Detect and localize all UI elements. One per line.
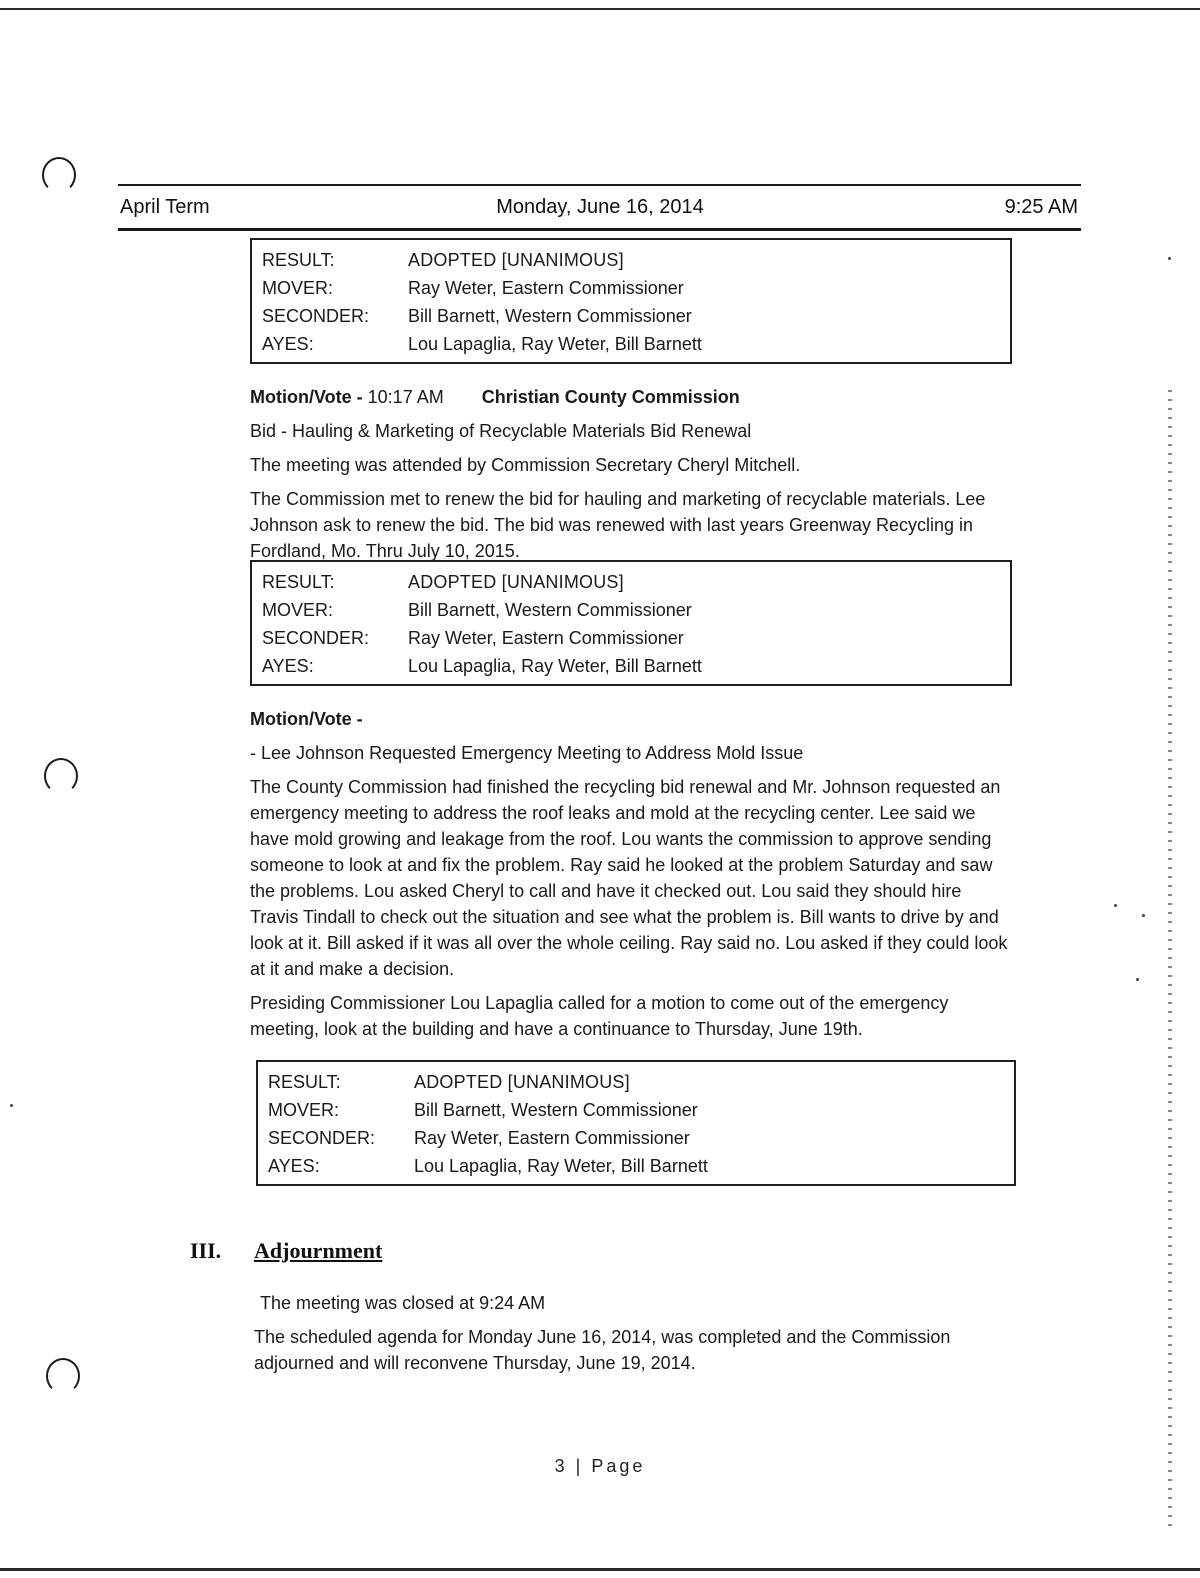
vote-row-mover — [268, 1096, 1004, 1124]
ayes-value: Lou Lapaglia, Ray Weter, Bill Barnett — [408, 333, 702, 354]
ayes-label: AYES: — [268, 1155, 320, 1176]
ayes-value: Lou Lapaglia, Ray Weter, Bill Barnett — [414, 1155, 708, 1176]
header-term: April Term — [120, 196, 210, 218]
motion-label: Motion/Vote - — [250, 387, 363, 407]
ayes-value: Lou Lapaglia, Ray Weter, Bill Barnett — [408, 655, 702, 676]
mover-label: MOVER: — [262, 599, 334, 620]
motion-section-2 — [250, 706, 1010, 1050]
vote-row-ayes — [262, 330, 1000, 358]
vote-row-seconder — [268, 1124, 1004, 1152]
result-value: ADOPTED [UNANIMOUS] — [408, 571, 624, 592]
motion-heading-2: Motion/Vote - — [250, 709, 363, 729]
vote-row-mover — [262, 596, 1000, 624]
ayes-label: AYES: — [262, 333, 314, 354]
seconder-label: SECONDER: — [268, 1127, 376, 1148]
motion-subject: - Lee Johnson Requested Emergency Meeting to Address Mold Issue — [250, 743, 804, 763]
motion-paragraph-2: The County Commission had finished the recycling bid renewal and Mr. Johnson requested an emergency meeting to address the roof leaks and mold at the recycling center. Lee said we have mold growing and leakage from the roof. Lou wants the commission to approve sending someone to look at and fix the problem. Ray said he looked at the problem Saturday and saw the problems. Lou asked Cheryl to call and have it checked out. Lou said they should hire Travis Tindall to check out the situation and see what the problem is. Bill wants to drive by and look at it. Bill asked if it was all over the whole ceiling. Ray said no. Lou asked if they could look at it and make a decision. — [250, 777, 1008, 979]
motion-time: 10:17 AM — [367, 387, 444, 407]
seconder-value: Bill Barnett, Western Commissioner — [408, 305, 692, 326]
bid-line: Bid - Hauling & Marketing of Recyclable Materials Bid Renewal — [250, 421, 752, 441]
presiding-paragraph: Presiding Commissioner Lou Lapaglia called for a motion to come out of the emergency meeting, look at the building and have a continuance to Thursday, June 19th. — [250, 993, 949, 1039]
header-rule-top — [118, 184, 1081, 186]
result-value: ADOPTED [UNANIMOUS] — [414, 1071, 630, 1092]
attendance-line: The meeting was attended by Commission Secretary Cheryl Mitchell. — [250, 455, 801, 475]
vote-result-box-1 — [250, 238, 1012, 364]
scan-speck — [1168, 257, 1171, 260]
scan-speck — [1136, 978, 1139, 981]
vote-row-result — [268, 1068, 1004, 1096]
seconder-label: SECONDER: — [262, 627, 370, 648]
motion-section-1 — [250, 384, 1030, 572]
scan-top-edge — [0, 8, 1200, 10]
vote-row-seconder — [262, 624, 1000, 652]
page-number: 3 | Page — [554, 1456, 646, 1476]
motion-heading-1 — [250, 384, 1030, 410]
scan-speck — [10, 1104, 13, 1107]
scan-margin-marks — [1168, 390, 1172, 1530]
header-date: Monday, June 16, 2014 — [496, 196, 704, 218]
motion-paragraph-1: The Commission met to renew the bid for hauling and marketing of recyclable materials. Lee Johnson ask to renew the bid. The bid was renewed with last years Greenway Recycling in Fordland, Mo. Thru July 10, 2015. — [250, 489, 986, 561]
result-label: RESULT: — [268, 1071, 341, 1092]
mover-value: Ray Weter, Eastern Commissioner — [408, 277, 684, 298]
scan-speck — [1114, 904, 1117, 907]
seconder-label: SECONDER: — [262, 305, 370, 326]
result-label: RESULT: — [262, 571, 335, 592]
vote-row-result — [262, 246, 1000, 274]
seconder-value: Ray Weter, Eastern Commissioner — [408, 627, 684, 648]
adjournment-section — [254, 1290, 1024, 1384]
section-number: III. — [190, 1238, 222, 1263]
seconder-value: Ray Weter, Eastern Commissioner — [414, 1127, 690, 1148]
vote-row-mover — [262, 274, 1000, 302]
vote-row-ayes — [262, 652, 1000, 680]
vote-result-box-2 — [250, 560, 1012, 686]
section-title: Adjournment — [254, 1238, 383, 1263]
meeting-closed-line: The meeting was closed at 9:24 AM — [260, 1293, 546, 1313]
punch-hole-middle — [44, 758, 78, 794]
header-rule-bottom — [118, 228, 1081, 231]
vote-row-ayes — [268, 1152, 1004, 1180]
adjournment-paragraph: The scheduled agenda for Monday June 16, 2014, was completed and the Commission adjourned and will reconvene Thursday, June 19, 2014. — [254, 1327, 951, 1373]
adjournment-heading — [190, 1238, 382, 1264]
scan-speck — [1142, 914, 1145, 917]
ayes-label: AYES: — [262, 655, 314, 676]
scan-bottom-edge — [0, 1568, 1200, 1571]
result-value: ADOPTED [UNANIMOUS] — [408, 249, 624, 270]
mover-value: Bill Barnett, Western Commissioner — [414, 1099, 698, 1120]
header-time: 9:25 AM — [1004, 196, 1078, 218]
vote-row-seconder — [262, 302, 1000, 330]
mover-label: MOVER: — [268, 1099, 340, 1120]
vote-result-box-3 — [256, 1060, 1016, 1186]
punch-hole-bottom — [46, 1358, 80, 1394]
mover-value: Bill Barnett, Western Commissioner — [408, 599, 692, 620]
vote-row-result — [262, 568, 1000, 596]
mover-label: MOVER: — [262, 277, 334, 298]
punch-hole-top — [42, 157, 76, 193]
motion-body: Christian County Commission — [481, 387, 740, 407]
result-label: RESULT: — [262, 249, 335, 270]
